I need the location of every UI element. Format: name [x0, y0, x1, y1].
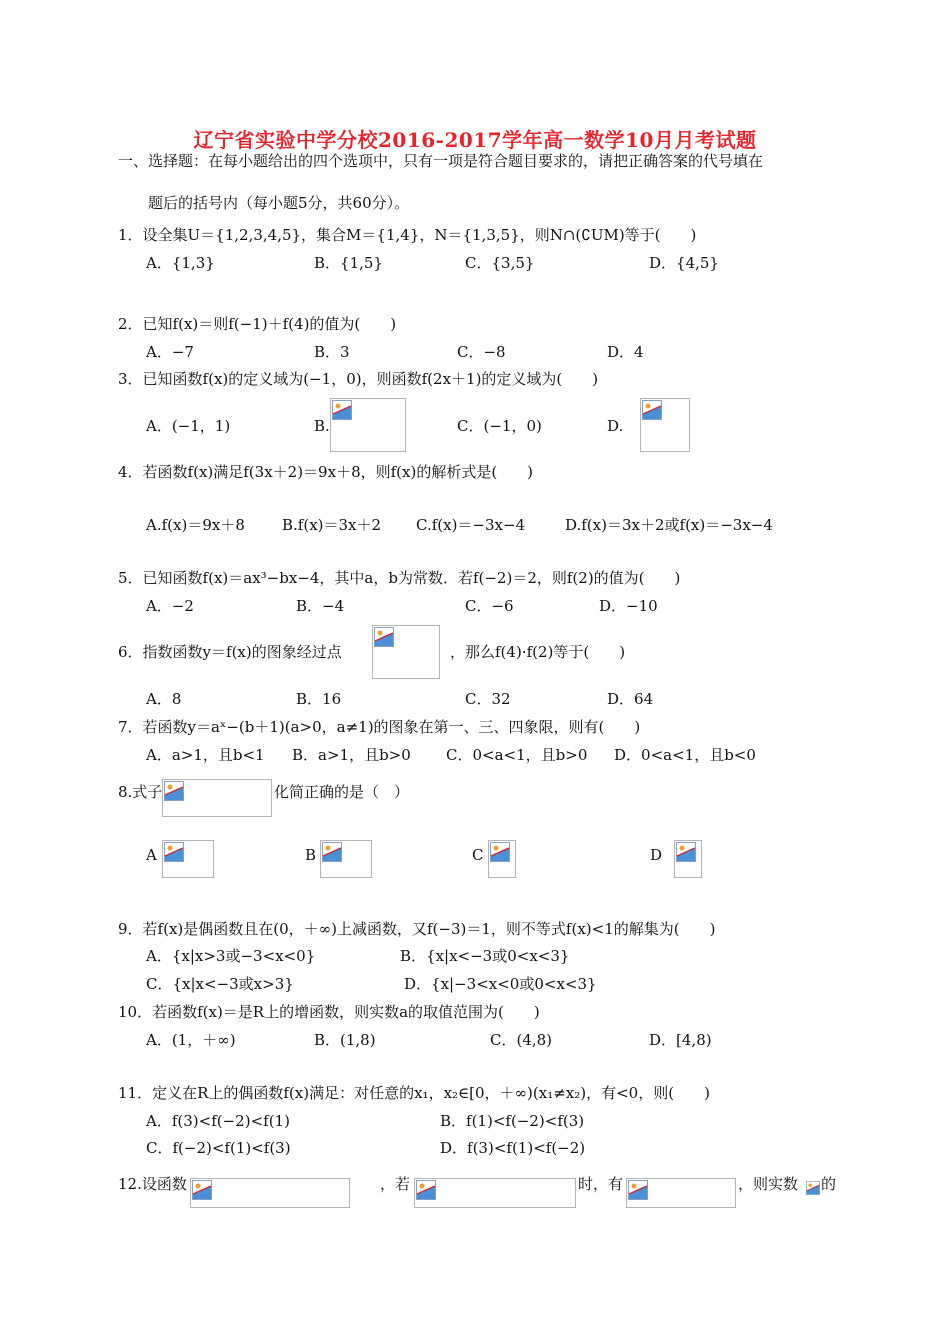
question-8-stem-post: 化简正确的是（ ）	[274, 783, 410, 801]
question-3-option-b: B.	[314, 417, 330, 435]
question-8-option-d: D	[650, 846, 663, 864]
broken-image-icon	[190, 1178, 350, 1208]
broken-image-icon	[640, 398, 690, 452]
question-5-option-d: D．−10	[599, 597, 658, 615]
page-title: 辽宁省实验中学分校2016-2017学年高一数学10月月考试题	[193, 128, 757, 152]
question-10-option-c: C．(4,8)	[490, 1031, 553, 1049]
broken-image-icon	[162, 840, 214, 878]
question-5-option-a: A．−2	[146, 597, 194, 615]
question-10-option-b: B．(1,8)	[314, 1031, 376, 1049]
question-11-stem: 11．定义在R上的偶函数f(x)满足：对任意的x₁，x₂∈[0，＋∞)(x₁≠x₂)，有<0，则( )	[118, 1084, 710, 1102]
question-2-option-b: B．3	[314, 343, 350, 361]
question-8-option-a: A	[146, 846, 157, 864]
question-6-option-d: D．64	[607, 690, 654, 708]
question-8-stem-pre: 8.式子	[118, 783, 163, 801]
question-10-stem: 10．若函数f(x)＝是R上的增函数，则实数a的取值范围为( )	[118, 1003, 540, 1021]
question-7-option-d: D．0<a<1，且b<0	[614, 746, 756, 764]
section-intro-line1: 一、选择题：在每小题给出的四个选项中，只有一项是符合题目要求的，请把正确答案的代号填在	[118, 152, 764, 170]
question-4-option-c: C.f(x)＝−3x−4	[416, 516, 526, 534]
question-1-option-c: C．{3,5}	[465, 254, 535, 272]
question-4-option-b: B.f(x)＝3x＋2	[282, 516, 382, 534]
question-6-option-b: B．16	[296, 690, 342, 708]
question-7-option-a: A．a>1，且b<1	[146, 746, 265, 764]
question-2-option-d: D．4	[607, 343, 644, 361]
question-7-stem: 7．若函数y＝aˣ−(b＋1)(a>0，a≠1)的图象在第一、三、四象限，则有( )	[118, 718, 641, 736]
question-9-option-a: A．{x|x>3或−3<x<0}	[146, 947, 316, 965]
question-11-option-b: B．f(1)<f(−2)<f(3)	[440, 1112, 585, 1130]
question-12-part4: ，则实数	[738, 1175, 799, 1193]
broken-image-icon	[372, 625, 440, 679]
question-12-part2: ，若	[380, 1175, 411, 1193]
question-9-option-d: D．{x|−3<x<0或0<x<3}	[404, 975, 597, 993]
question-12-part1: 12.设函数	[118, 1175, 187, 1193]
question-3-stem: 3．已知函数f(x)的定义域为(−1，0)，则函数f(2x＋1)的定义域为( )	[118, 370, 599, 388]
question-3-option-c: C．(−1，0)	[457, 417, 542, 435]
question-10-option-d: D．[4,8)	[649, 1031, 712, 1049]
broken-image-icon	[414, 1178, 576, 1208]
broken-image-icon	[330, 398, 406, 452]
question-12-part5: 的	[821, 1175, 837, 1193]
question-8-option-c: C	[472, 846, 484, 864]
question-2-option-c: C．−8	[457, 343, 506, 361]
question-5-option-b: B．−4	[296, 597, 345, 615]
question-1-option-b: B．{1,5}	[314, 254, 383, 272]
question-1-stem: 1．设全集U＝{1,2,3,4,5}，集合M＝{1,4}，N＝{1,3,5}，则N∩(∁UM)等于( )	[118, 226, 697, 244]
question-9-stem: 9．若f(x)是偶函数且在(0，＋∞)上减函数，又f(−3)＝1，则不等式f(x)<1的解集为( )	[118, 920, 716, 938]
question-1-option-a: A．{1,3}	[146, 254, 215, 272]
broken-image-icon	[805, 1180, 821, 1202]
question-9-option-b: B．{x|x<−3或0<x<3}	[400, 947, 570, 965]
question-6-option-a: A．8	[146, 690, 182, 708]
question-5-option-c: C．−6	[465, 597, 514, 615]
question-4-option-d: D.f(x)＝3x＋2或f(x)＝−3x−4	[565, 516, 773, 534]
broken-image-icon	[162, 779, 272, 817]
broken-image-icon	[320, 840, 372, 878]
question-10-option-a: A．(1，＋∞)	[146, 1031, 236, 1049]
broken-image-icon	[488, 840, 516, 878]
question-6-stem-pre: 6．指数函数y＝f(x)的图象经过点	[118, 643, 342, 661]
question-2-stem: 2．已知f(x)＝则f(−1)＋f(4)的值为( )	[118, 315, 397, 333]
question-12-part3: 时，有	[578, 1175, 624, 1193]
broken-image-icon	[674, 840, 702, 878]
question-9-option-c: C．{x|x<−3或x>3}	[146, 975, 294, 993]
question-11-option-c: C．f(−2)<f(1)<f(3)	[146, 1139, 291, 1157]
question-6-stem-post: ，那么f(4)·f(2)等于( )	[450, 643, 626, 661]
question-4-option-a: A.f(x)＝9x＋8	[146, 516, 245, 534]
question-3-option-a: A．(−1，1)	[146, 417, 231, 435]
section-intro-line2: 题后的括号内（每小题5分，共60分）。	[148, 194, 410, 212]
question-8-option-b: B	[305, 846, 317, 864]
question-11-option-a: A．f(3)<f(−2)<f(1)	[146, 1112, 290, 1130]
question-3-option-d: D.	[607, 417, 624, 435]
question-1-option-d: D．{4,5}	[649, 254, 719, 272]
question-4-stem: 4．若函数f(x)满足f(3x＋2)＝9x＋8，则f(x)的解析式是( )	[118, 463, 534, 481]
question-5-stem: 5．已知函数f(x)＝ax³−bx−4，其中a，b为常数．若f(−2)＝2，则f(2)的值为( )	[118, 569, 681, 587]
question-2-option-a: A．−7	[146, 343, 194, 361]
question-7-option-c: C．0<a<1，且b>0	[446, 746, 588, 764]
question-6-option-c: C．32	[465, 690, 511, 708]
question-11-option-d: D．f(3)<f(1)<f(−2)	[440, 1139, 586, 1157]
broken-image-icon	[626, 1178, 736, 1208]
question-7-option-b: B．a>1，且b>0	[292, 746, 411, 764]
